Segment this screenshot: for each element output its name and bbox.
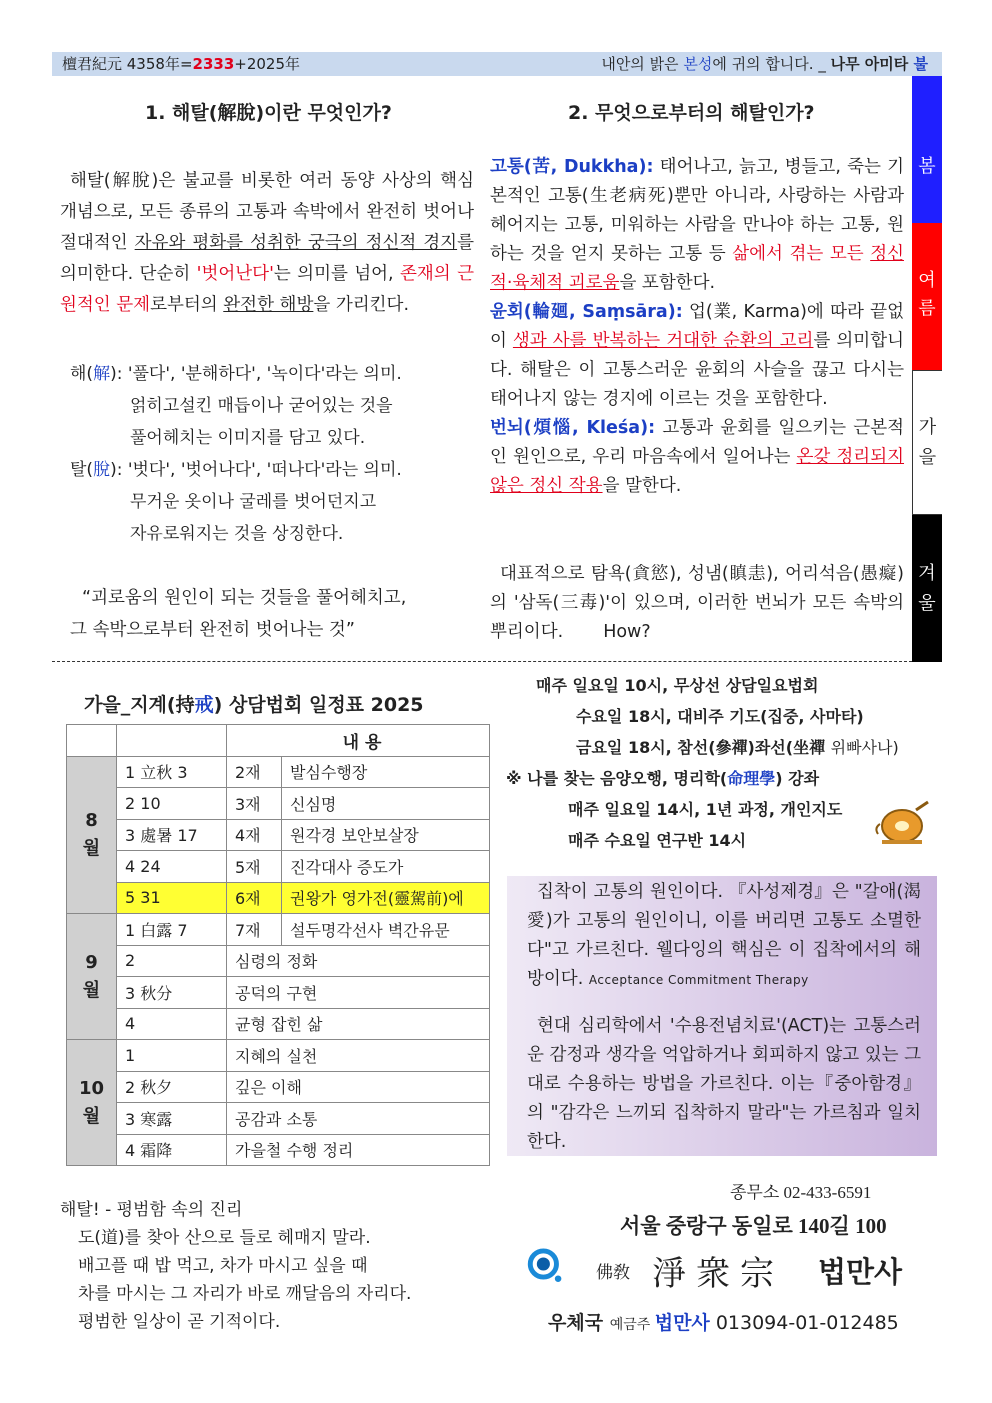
three-poisons: 대표적으로 탐욕(貪慾), 성냄(瞋恚), 어리석음(愚癡)의 '삼독(三毒)'이 있으며, 이러한 번뇌가 모든 속박의 뿌리이다. How?	[490, 564, 904, 642]
header-dangun-year: 檀君紀元 4358年=2333+2025年	[62, 55, 301, 73]
header-content: 내 용	[227, 725, 490, 757]
table-row: 2 10 3재 신심명	[67, 788, 490, 820]
table-row: 3 秋分 공덕의 구현	[67, 977, 490, 1009]
section2-title: 2. 무엇으로부터의 해탈인가?	[568, 102, 815, 124]
office-phone: 종무소 02-433-6591	[730, 1183, 872, 1202]
table-row: 8 월 1 立秋 3 2재 발심수행장	[67, 756, 490, 788]
weekly-schedule: 매주 일요일 10시, 무상선 상담일요법회 수요일 18시, 대비주 기도(집중, 사마타) 금요일 18시, 참선(參禪)좌선(坐禪 위빠사나) ※ 나를 찾는 음양오행, 명리학(命理學) 강좌 매주 일요일 14시, 1년 과정, 개인지도 매주 수요일 연구반 14시	[506, 676, 899, 850]
temple-name: 법만사	[818, 1255, 903, 1289]
month-oct: 10 월	[67, 1040, 117, 1166]
table-row-highlight: 5 31 6재 권왕가 영가전(靈駕前)에	[67, 882, 490, 914]
section1-quote: “괴로움의 원인이 되는 것들을 풀어헤치고, 그 속박으로부터 완전히 벗어나는 것”	[70, 588, 407, 640]
bank-account: 우체국 예금주 법만사 013094-01-012485	[548, 1312, 899, 1334]
table-row: 4 균형 잡힌 삶	[67, 1008, 490, 1040]
temple-logo-icon	[527, 1246, 563, 1282]
header-motto: 내안의 밝은 본성에 귀의 합니다. _ 나무 아미타 불	[601, 55, 928, 73]
address: 서울 중랑구 동일로 140길 100	[620, 1214, 887, 1238]
table-row: 9 월 1 白露 7 7재 설두명각선사 벽간유문	[67, 914, 490, 946]
act-box	[507, 876, 937, 1156]
season-summer: 여름	[912, 223, 942, 370]
moktak-icon	[872, 800, 930, 848]
hae-definition: 해(解): '풀다', '분해하다', '녹이다'라는 의미. 얽히고설킨 매듭이나 굳어있는 것을 풀어헤치는 이미지를 담고 있다. 탈(脫): '벗다', '벗어나다', '떠나다'라는 의미. 무거운 옷이나 굴레를 벗어던지고 자유로워지는 것을 상징한다.	[70, 364, 402, 544]
table-row: 4 24 5재 진각대사 증도가	[67, 851, 490, 883]
poem: 해탈! - 평범함 속의 진리 도(道)를 찾아 산으로 들로 헤매지 말라. 배고플 때 밥 먹고, 차가 마시고 싶을 때 차를 마시는 그 자리가 바로 깨달음의 자리다. 평범한 일상이 곧 기적이다.	[60, 1200, 412, 1332]
section-divider	[52, 661, 912, 662]
table-header-row	[67, 725, 490, 757]
act-english: Acceptance Commitment Therapy	[588, 973, 809, 987]
table-row: 4 霜降 가을철 수행 정리	[67, 1134, 490, 1166]
schedule-table	[66, 724, 490, 1166]
act-paragraph-2: 현대 심리학에서 '수용전념치료'(ACT)는 고통스러운 감정과 생각을 억압하거나 회피하지 않고 있는 그대로 수용하는 방법을 가르친다. 이는『중아함경』의 "감각은 느끼되 집착하지 말라"는 가르침과 일치한다.	[527, 1016, 921, 1152]
bulgyo-text: 佛敎	[596, 1263, 630, 1283]
section1-body: 해탈(解脫)은 불교를 비롯한 여러 동양 사상의 핵심 개념으로, 모든 종류의 고통과 속박에서 완전히 벗어나 절대적인 자유와 평화를 성취한 궁극의 정신적 경지를 의미한다. 단순히 '벗어난다'는 의미를 넘어, 존재의 근원적인 문제로부터의 완전한 해방을 가리킨다.	[60, 171, 474, 315]
month-sep: 9 월	[67, 914, 117, 1040]
table-row: 2 심령의 정화	[67, 945, 490, 977]
how-text: How?	[603, 622, 651, 642]
month-aug: 8 월	[67, 756, 117, 914]
season-autumn: 가을	[912, 370, 942, 515]
table-row: 2 秋夕 깊은 이해	[67, 1071, 490, 1103]
table-row: 3 處暑 17 4재 원각경 보안보살장	[67, 819, 490, 851]
schedule-title: 가을_지계(持戒) 상담법회 일정표 2025	[84, 694, 424, 716]
season-spring: 봄	[912, 76, 942, 223]
season-winter: 겨울	[912, 515, 942, 662]
section2-body: 고통(苦, Dukkha): 태어나고, 늙고, 병들고, 죽는 기본적인 고통(生老病死)뿐만 아니라, 사랑하는 사람과 헤어지는 고통, 미워하는 사람을 만나야 하는 고통, 원하는 것을 얻지 못하는 고통 등 삶에서 겪는 모든 정신적·육체적 괴로움을 포함한다. 윤회(輪廻, Saṃsāra): 업(業, Karma)에 따라 끝없이 생과 사를 반복하는 거대한 순환의 고리를 의미합니다. 해탈은 이 고통스러운 윤회의 사슬을 끊고 다시는 태어나지 않는 경지에 이르는 것을 포함한다. 번뇌(煩惱, Kleśa): 고통과 윤회를 일으키는 근본적인 원인으로, 우리 마음속에서 일어나는 온갖 정리되지 않은 정신 작용을 말한다.	[490, 157, 905, 496]
header-bar	[52, 52, 942, 76]
table-row: 10 월 1 지혜의 실천	[67, 1040, 490, 1072]
sect-name: 淨衆宗	[652, 1254, 784, 1294]
act-paragraph-1: 집착이 고통의 원인이다. 『사성제경』은 "갈애(渴愛)가 고통의 원인이니, 이를 버리면 고통도 소멸한다"고 가르친다. 웰다잉의 핵심은 이 집착에서의 해방이다. Acceptance Commitment Therapy	[527, 882, 921, 989]
section1-title: 1. 해탈(解脫)이란 무엇인가?	[145, 102, 392, 124]
table-row: 3 寒露 공감과 소통	[67, 1103, 490, 1135]
